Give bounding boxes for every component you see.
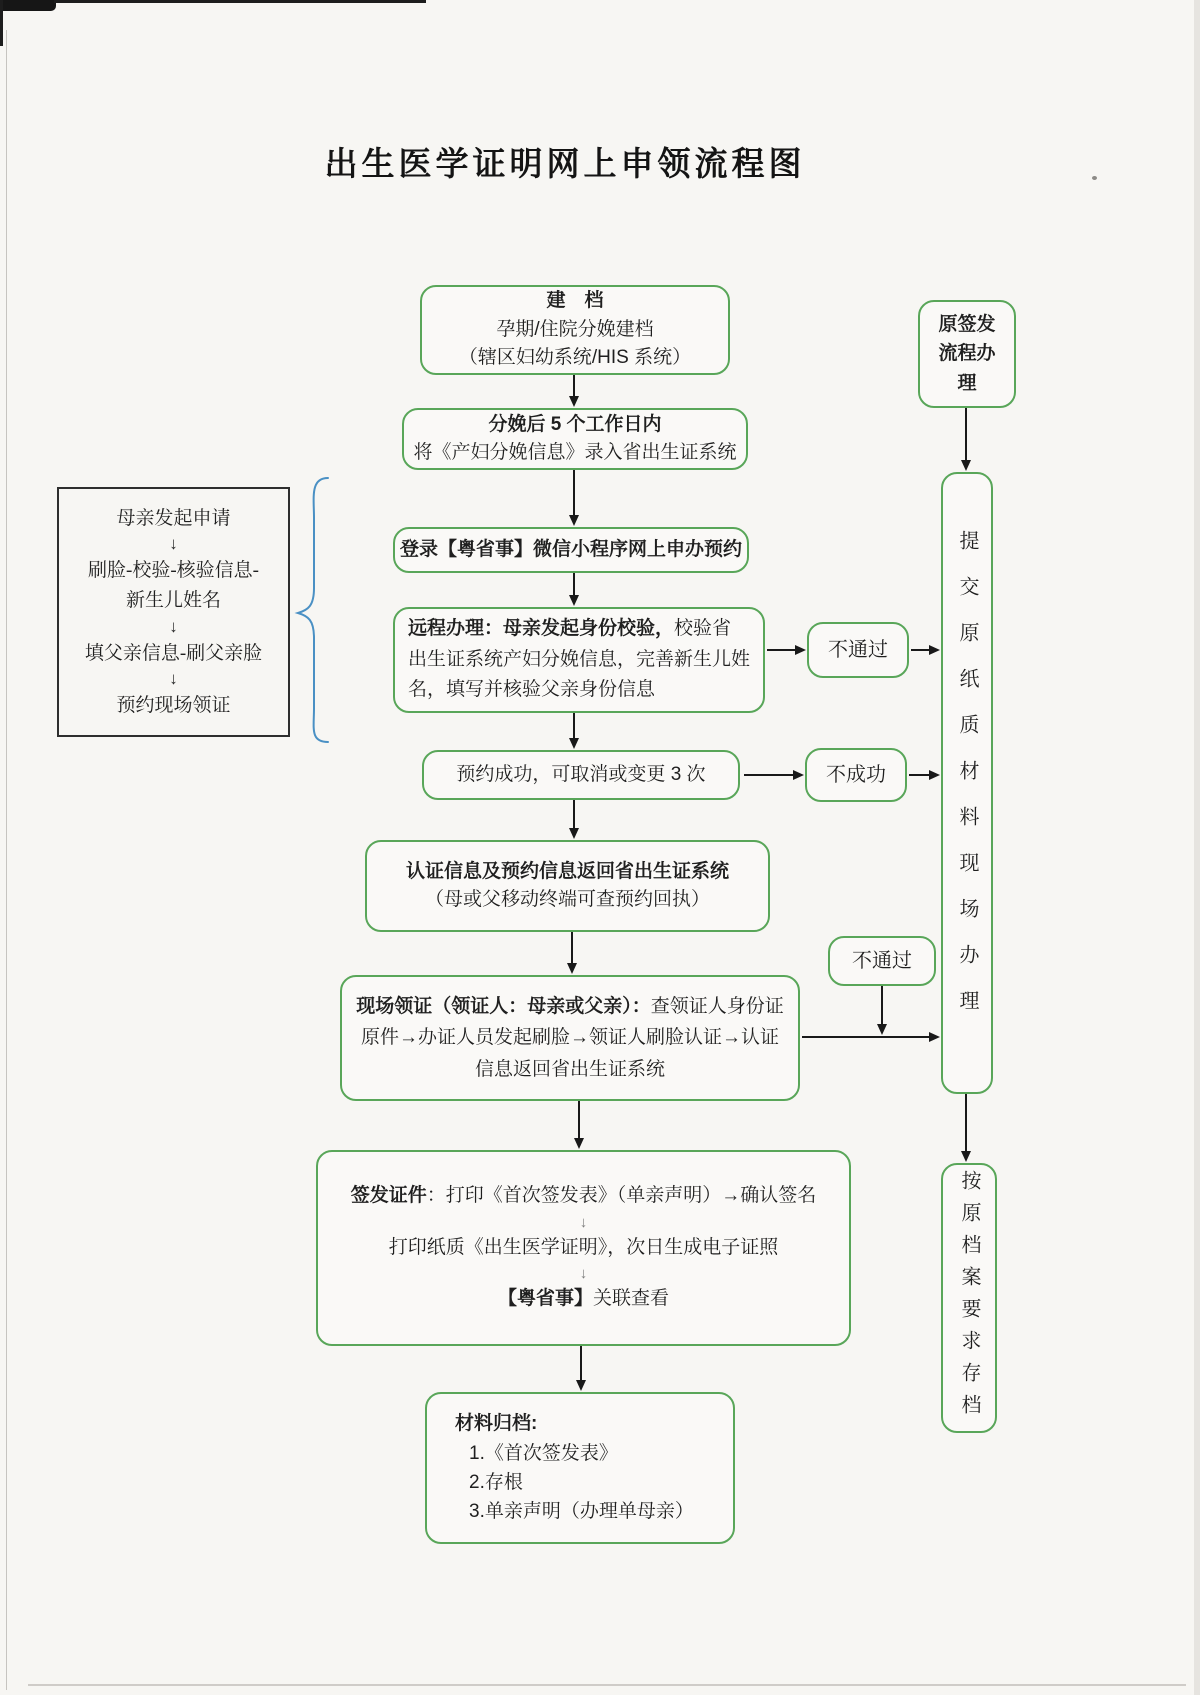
step-line: 打印纸质《出生医学证明》，次日生成电子证照 [388,1236,779,1258]
arrow-step8-step9 [580,1346,582,1381]
branch-fail-book [805,748,907,802]
step-line: 登录【粤省事】微信小程序网上申办预约 [399,538,742,560]
arrow-fail3-down [881,986,883,1025]
arrow-submit-archive [965,1094,967,1152]
right-archive-rule [941,1163,997,1433]
step-title: 材料归档: [455,1413,538,1435]
step-paragraph [351,1182,817,1211]
arrow-step2-step3 [573,470,575,516]
arrow-step5-fail [744,774,794,776]
scan-edge-mark [0,0,56,11]
down-arrow-glyph: ↓ [169,534,178,554]
step-line: （母或父移动终端可查预约回执） [424,889,710,910]
step-paragraph [498,1285,669,1314]
step-bold: 【粤省事】 [497,1288,593,1310]
step-line: 将《产妇分娩信息》录入省出生证系统 [413,442,737,463]
step-rest: 查领证人身份证原件→办证人员发起刷脸→领证人刷脸认证→认证信息返回省出生证系统 [360,995,784,1080]
arrow-step3-step4 [573,573,575,596]
scan-edge-line-bottom [28,1684,1186,1686]
brace-connector [292,472,334,748]
down-arrow-glyph: ↓ [579,1213,588,1231]
arrow-step7-step8 [578,1101,580,1139]
panel-line: 刷脸-校验-核验信息- [88,559,259,581]
step-auth-return [365,840,770,932]
step-line: 孕期/住院分娩建档 [496,318,654,340]
scan-edge-line-top [54,0,426,3]
step-bold: 现场领证（领证人：母亲或父亲）： [356,995,651,1017]
step-line: 原签发 [938,313,996,335]
right-submit-material [941,472,993,1094]
step-title: 分娩后 5 个工作日内 [488,413,662,435]
branch-fail-onsite [828,936,936,986]
step-rest: 校验省出生证系统产妇分娩信息，完善新生儿姓名，填写并核验父亲身份信息 [408,618,751,701]
filing-item: 2.存根 [469,1472,523,1493]
panel-line: 新生儿姓名 [125,590,221,612]
branch-label: 不通过 [828,639,888,661]
step-line: 预约成功，可取消或变更 3 次 [456,763,706,785]
panel-line: 母亲发起申请 [116,507,231,529]
step-issue-certificate [316,1150,851,1346]
step-rest: 关联查看 [593,1288,670,1310]
step-material-filing [425,1392,735,1544]
filing-item: 1.《首次签发表》 [469,1442,618,1464]
arrow-fail2-submit [909,774,930,776]
step-archive-create [420,285,730,375]
arrow-step1-step2 [573,375,575,397]
branch-label: 不成功 [826,764,886,786]
arrow-step7-submit [802,1036,930,1038]
step-rest: ：打印《首次签发表》（单亲声明）→确认签名 [426,1185,817,1207]
branch-fail-verify [807,622,909,678]
vertical-step-text: 按原档案要求存档 [958,1170,980,1426]
step-remote-verify [393,607,765,713]
right-original-process [918,300,1016,408]
step-onsite-pickup [340,975,800,1101]
arrow-step4-step5 [573,713,575,739]
down-arrow-glyph: ↓ [169,669,178,689]
arrow-fail-submit [911,649,930,651]
step-bold: 签发证件 [350,1185,427,1207]
scan-edge-line-left-dark [0,0,3,46]
step-paragraph [408,614,750,705]
arrow-step6-step7 [571,932,573,964]
branch-label: 不通过 [852,950,912,972]
step-paragraph [354,991,786,1085]
arrow-step4-fail [767,649,796,651]
step-line: 流程办 [938,343,996,365]
step-record-entry [402,408,748,470]
step-appointment [422,750,740,800]
step-login-miniprogram [393,527,749,573]
step-line: （辖区妇幼系统/HIS 系统） [458,347,692,369]
vertical-step-text: 提交原纸质材料现场办理 [956,530,978,1036]
arrow-original-submit [965,408,967,461]
down-arrow-glyph: ↓ [169,616,178,636]
arrow-step5-step6 [573,800,575,829]
step-bold: 远程办理：母亲发起身份校验， [408,618,675,640]
filing-item: 3.单亲声明（办理单母亲） [469,1501,694,1523]
page-title: 出生医学证明网上申领流程图 [324,147,806,183]
panel-line: 预约现场领证 [116,694,231,716]
panel-line: 填父亲信息-刷父亲脸 [84,642,263,664]
scan-edge-right [1194,0,1200,1695]
step-line: 理 [957,372,977,394]
down-arrow-glyph: ↓ [579,1265,588,1283]
scan-edge-line-left [6,30,7,1690]
step-title: 建 档 [546,290,604,312]
step-title: 认证信息及预约信息返回省出生证系统 [405,860,729,882]
mother-steps-panel [57,487,290,737]
